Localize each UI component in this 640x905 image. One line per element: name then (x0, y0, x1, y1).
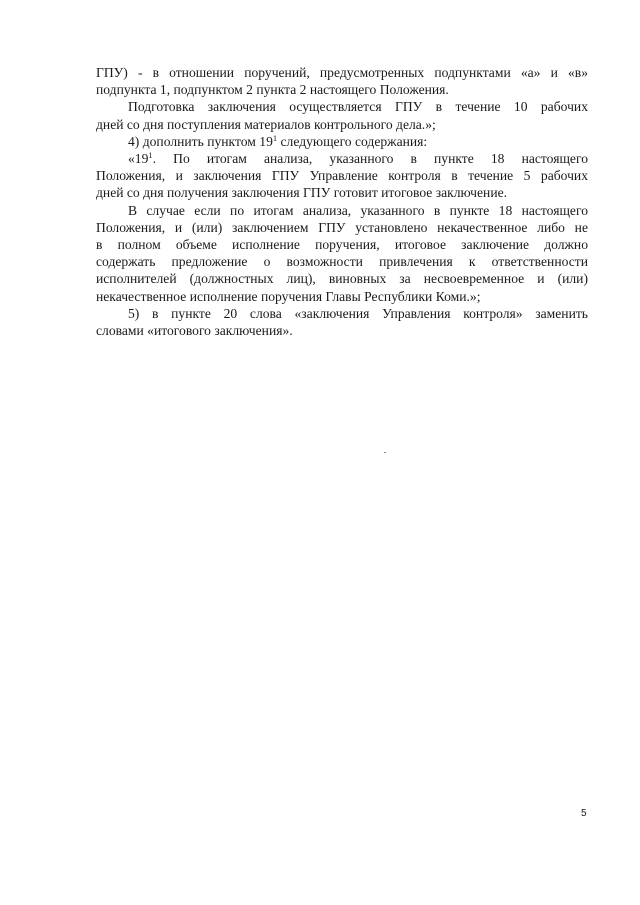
text-line: содержать предложение о возможности привлечения к ответственности (96, 254, 588, 270)
superscript: 1 (272, 132, 278, 143)
document-body (96, 64, 588, 339)
paragraph-item-5 (96, 305, 588, 339)
text-line (96, 150, 588, 167)
text-line: дней со дня поступления материалов контрольного дела.»; (96, 116, 436, 132)
text-line: В случае если по итогам анализа, указанного в пункте 18 настоящего (128, 202, 588, 218)
text-fragment: 4) дополнить пунктом 19 (128, 133, 273, 149)
page-number: 5 (581, 808, 587, 819)
text-fragment: следующего содержания: (277, 133, 428, 149)
text-line: Подготовка заключения осуществляется ГПУ в течение 10 рабочих (128, 99, 588, 115)
text-line: Положения, и (или) заключением ГПУ установлено некачественное либо не (96, 219, 588, 235)
text-line: исполнителей (должностных лиц), виновных за несвоевременное и (или) (96, 271, 588, 287)
superscript: 1 (148, 150, 153, 161)
text-fragment: . По итогам анализа, указанного в пункте 18 настоящего (152, 151, 588, 167)
text-line: ГПУ) - в отношении поручений, предусмотренных подпунктами «а» и «в» (96, 65, 588, 80)
text-line (96, 133, 588, 150)
text-fragment: «19 (128, 151, 149, 167)
paragraph-liability (96, 202, 588, 305)
paragraph-item-19-1 (96, 150, 588, 202)
text-line: подпункта 1, подпунктом 2 пункта 2 настоящего Положения. (96, 82, 449, 98)
scan-speck (384, 452, 386, 453)
text-line: некачественное исполнение поручения Главы Республики Коми.»; (96, 288, 481, 304)
text-line: в полном объеме исполнение поручения, итоговое заключение должно (96, 237, 588, 253)
paragraph-preparation (96, 98, 588, 132)
paragraph-item-4 (96, 133, 588, 150)
text-line: Положения, и заключения ГПУ Управление контроля в течение 5 рабочих (96, 168, 588, 184)
text-line: дней со дня получения заключения ГПУ готовит итоговое заключение. (96, 185, 508, 201)
paragraph-gpu-scope (96, 64, 588, 98)
text-line: словами «итогового заключения». (96, 323, 293, 339)
text-line: 5) в пункте 20 слова «заключения Управления контроля» заменить (128, 305, 588, 321)
